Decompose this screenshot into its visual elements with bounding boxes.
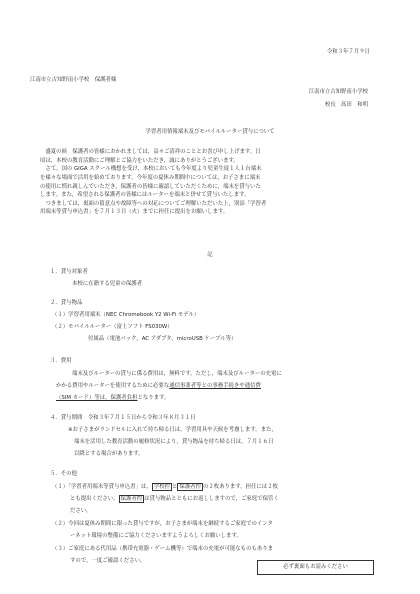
document-title: 学習者用情報端末及びモバイルルーター貸与について xyxy=(145,129,275,135)
section-5-item-1-line-2 xyxy=(70,495,279,504)
intro-line: さて，国の GIGA スクール構想を受け，本校においても今年度より児童生徒１人１台端末 xyxy=(40,166,262,173)
school-copy-box xyxy=(152,483,172,491)
section-4-note-2: 端末を活用した教育活動の履修状況により，貸与物品を持ち帰る日は，７月１６日 xyxy=(74,439,274,445)
section-3-line-3 xyxy=(56,394,169,403)
section-5-heading: ５．その他 xyxy=(50,471,77,477)
section-5-text: の２枚あります。担任には２枚 xyxy=(202,484,278,490)
intro-line: の使用に慣れ親しんでいただき，保護者の皆様に確認していただくために，端末を貸与いた xyxy=(40,183,261,190)
section-3-text: かかる費用やルーターを使用するために必要な xyxy=(56,383,170,389)
section-5-item-3-line-1: （３）ご家庭にある代用品（携帯充電器・ゲーム機等）で端末の充電が可能なものもありま xyxy=(52,546,274,552)
section-4-note-3: 以降とする場合があります。 xyxy=(74,451,144,457)
sender-school: 江南市立古知野南小学校 xyxy=(308,89,368,95)
section-5-item-1-line-3: ださい。 xyxy=(70,508,92,514)
intro-line: します。また，希望される保護者の皆様にはルーターを端末と併せて貸与いたします。 xyxy=(40,192,250,199)
intro-line: を様々な場面で活用を始めております。今年度の夏休み期間中については，お子さまに端末 xyxy=(40,174,261,181)
section-1-body: 本校に在籍する児童の保護者 xyxy=(72,281,143,287)
sender-principal: 校長 髙田 和明 xyxy=(324,102,368,108)
section-5-item-3-line-2: すので，一度ご確認ください。 xyxy=(70,558,146,564)
section-4-note-1: ※お子さまがランドセルに入れて持ち帰る日は，学習用具や天候を考慮します。また， xyxy=(68,427,277,433)
section-3-heading: ３．費用 xyxy=(50,358,72,364)
school-copy-label: 学校 xyxy=(153,484,165,490)
section-5-text: とも提出ください。 xyxy=(70,496,119,502)
section-5-item-2-line-2: ーネット環境の整備にご協力くださいますようよろしくお願いします。 xyxy=(70,533,242,539)
guardian-copy-box-2: 保護者控 xyxy=(120,496,143,502)
section-5-text: は貸与物品とともにお返ししますので，ご家庭で保管く xyxy=(144,496,279,502)
underlined-procedures: 通信事業者等との事務手続きや通信費 xyxy=(169,383,261,389)
section-3-line-1: 端末及びルーターの貸与に係る費用は，無料です。ただし，端末及びルーターの充電に xyxy=(72,371,282,377)
section-3-line-2 xyxy=(56,382,261,391)
guardian-copy-label: 保護者 xyxy=(179,484,196,490)
section-5-item-1-line-1 xyxy=(52,483,278,492)
intro-line: 頃は，本校の教育活動にご理解とご協力をいただき，誠にありがとうございます。 xyxy=(40,157,239,164)
underlined-guardian-burden: 保護者負担 xyxy=(110,395,138,401)
read-back-notice-box: 必ず裏面もお読みください xyxy=(257,560,374,575)
ki-heading: 記 xyxy=(207,252,213,258)
section-5-text: と xyxy=(171,484,178,490)
document-date: 令和３年７月９日 xyxy=(326,49,370,55)
underlined-sim: （SIM カード）等は， xyxy=(56,395,111,401)
copy-suffix: 控 xyxy=(164,484,170,490)
intro-paragraph xyxy=(40,148,380,217)
section-5-text: （１）「学習者用端末等貸与申込書」は， xyxy=(52,484,152,490)
section-3-text: となります。 xyxy=(137,395,170,401)
copy-suffix: 控 xyxy=(195,484,201,490)
section-2-item-2: （２）モバイルルーター（富士ソフト FS030W） xyxy=(52,324,173,330)
addressee: 江南市立古知野南小学校 保護者様 xyxy=(30,77,117,83)
intro-line: 盛夏の候 保護者の皆様におかれましては，益々ご清祥のこととお喜び申し上げます。日 xyxy=(40,149,261,155)
section-2-heading: ２．貸与物品 xyxy=(50,300,83,306)
section-5-item-2-line-1: （２）今回は夏休み期間に限った貸与ですが，お子さまが端末を継続するご家庭でのインタ xyxy=(52,521,273,527)
section-4-heading: ４．貸与期間 令和３年７月１５日から令和３年８月３１日 xyxy=(50,415,196,421)
guardian-copy-box xyxy=(177,483,203,491)
section-2-accessories: 付属品（電池パック，AC アダプタ，microUSB ケーブル等） xyxy=(88,336,237,342)
section-1-heading: １．貸与対象者 xyxy=(50,269,88,275)
section-2-item-1: （１）学習者用端末（NEC Chromebook Y2 Wi-Fi モデル） xyxy=(52,312,200,318)
intro-line: つきましては，裏面の留意点や故障等への対応についてご理解いただいた上，別添「学習者 xyxy=(40,200,267,207)
intro-line: 用端末等貸与申込書」を７月１３日（火）までに担任に提出をお願いします。 xyxy=(40,209,229,216)
